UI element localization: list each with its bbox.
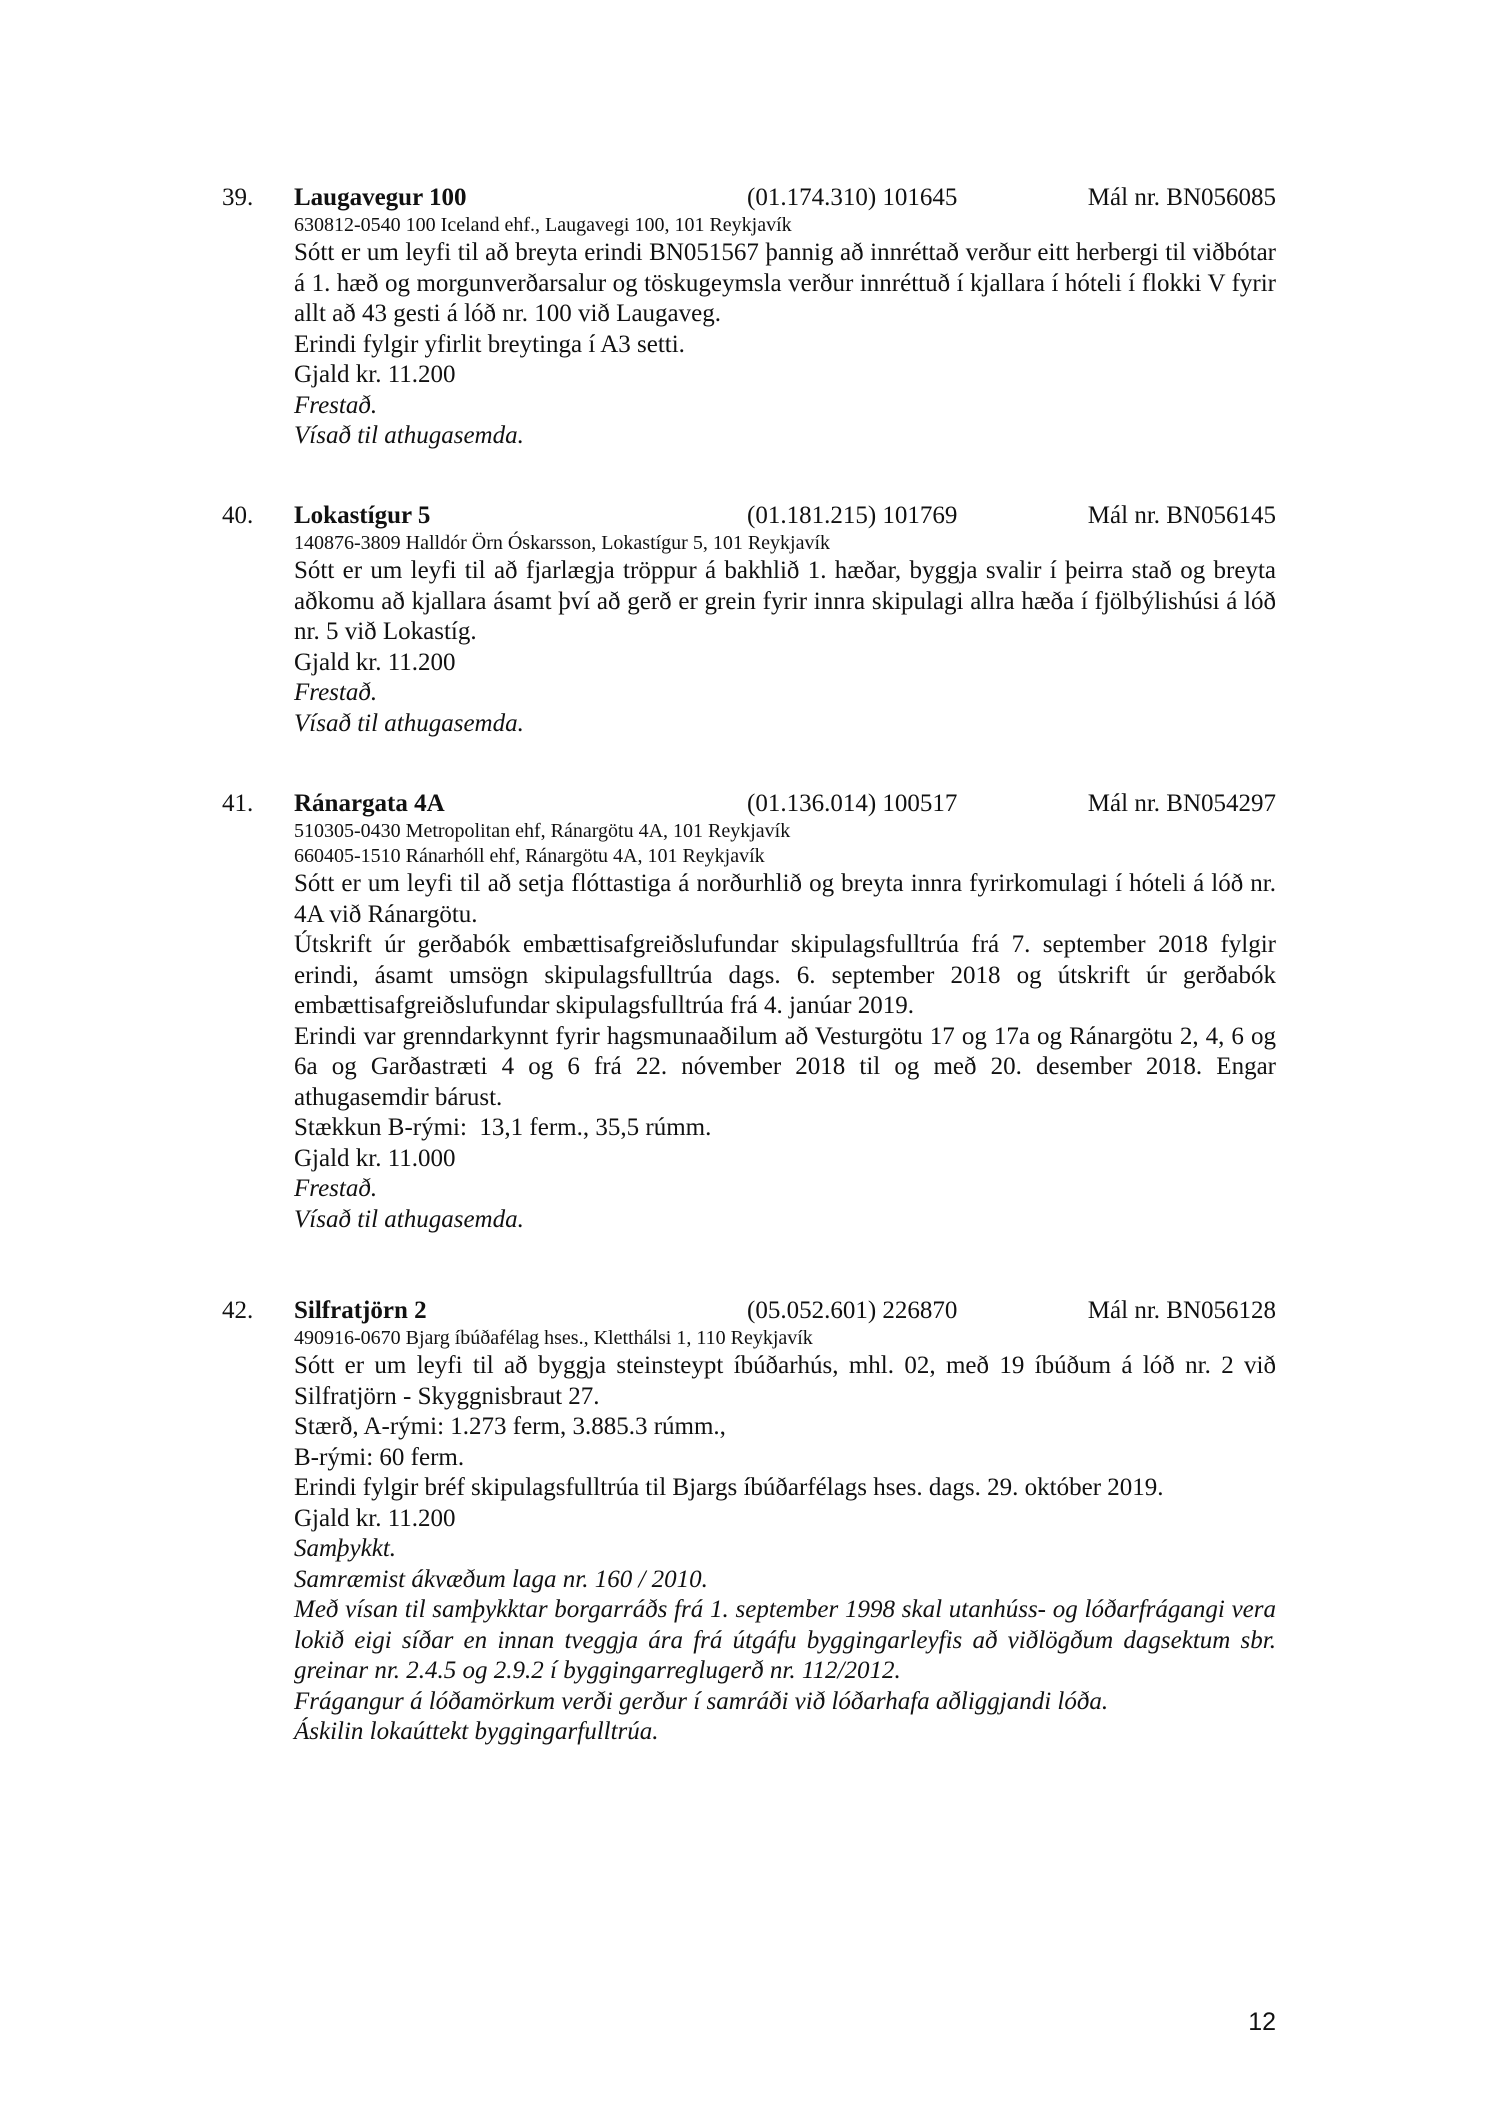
description-paragraph: Erindi fylgir yfirlit breytinga í A3 setti. [294,330,685,358]
applicant-line: 490916-0670 Bjarg íbúðafélag hses., Kletthálsi 1, 110 Reykjavík [294,1327,813,1349]
decision-line: Frestað. [294,1175,378,1202]
item-header [0,1296,1500,1326]
item-case-number: Mál nr. BN056145 [1087,502,1276,529]
description-paragraph: Sótt er um leyfi til að setja flóttastiga á norðurhlið og breyta innra fyrirkomulagi í hóteli á lóð nr. 4A við Ránargötu. [294,870,1276,928]
decision-line: Samþykkt. [294,1535,397,1562]
size-line: Stækkun B-rými: 13,1 ferm., 35,5 rúmm. [294,1114,712,1141]
fee-line: Gjald kr. 11.200 [294,1504,456,1532]
decision-line: Samræmist ákvæðum laga nr. 160 / 2010. [294,1565,708,1593]
item-number: 42. [222,1297,254,1324]
fee-line: Gjald kr. 11.200 [294,361,456,388]
item-header [0,789,1500,819]
item-case-number: Mál nr. BN056128 [1087,1297,1276,1324]
item-address: Laugavegur 100 [294,184,467,211]
page-number: 12 [1248,2008,1276,2036]
agenda-item [0,501,1500,739]
fee-line: Gjald kr. 11.200 [294,648,456,676]
item-header [0,501,1500,531]
item-body [294,213,1276,452]
item-lot-number: (01.181.215) 101769 [747,502,958,529]
decision-line: Vísað til athugasemda. [294,1205,524,1233]
size-line: B-rými: 60 ferm. [294,1443,465,1471]
decision-line: Áskilin lokaúttekt byggingarfulltrúa. [294,1718,659,1745]
description-paragraph: Útskrift úr gerðabók embættisafgreiðslufundar skipulagsfulltrúa frá 7. september 2018 fylgir erindi, ásamt umsögn skipulagsfulltrúa dags. 6. september 2018 og útskrift úr gerðabók embættisafgreiðslufundar skipulagsfulltrúa frá 4. janúar 2019. [294,931,1276,1019]
decision-line: Vísað til athugasemda. [294,422,524,449]
description-paragraph: Sótt er um leyfi til að byggja steinsteypt íbúðarhús, mhl. 02, með 19 íbúðum á lóð nr. 2 við Silfratjörn - Skyggnisbraut 27. [294,1352,1276,1410]
decision-line: Vísað til athugasemda. [294,709,524,737]
item-lot-number: (01.174.310) 101645 [747,184,958,211]
decision-line: Frestað. [294,679,378,706]
item-body [294,1326,1276,1748]
decision-line: Frestað. [294,391,378,419]
item-body [294,531,1276,739]
applicant-line: 630812-0540 100 Iceland ehf., Laugavegi 100, 101 Reykjavík [294,214,792,236]
item-header [0,183,1500,213]
applicant-line: 510305-0430 Metropolitan ehf, Ránargötu 4A, 101 Reykjavík [294,820,791,842]
applicant-line: 140876-3809 Halldór Örn Óskarsson, Lokastígur 5, 101 Reykjavík [294,532,831,554]
item-number: 41. [222,790,254,817]
item-address: Ránargata 4A [294,790,445,817]
decision-line: Með vísan til samþykktar borgarráðs frá 1. september 1998 skal utanhúss- og lóðarfrágangi vera lokið eigi síðar en innan tveggja ára frá útgáfu byggingarleyfis að viðlögðum dagsektum sbr. greinar nr. 2.4.5 og 2.9.2 í byggingarreglugerð nr. 112/2012. [294,1596,1276,1684]
agenda-item [0,183,1500,452]
agenda-item [0,1296,1500,1748]
agenda-item [0,789,1500,1235]
item-lot-number: (05.052.601) 226870 [747,1297,958,1324]
decision-line: Frágangur á lóðamörkum verði gerður í samráði við lóðarhafa aðliggjandi lóða. [294,1687,1109,1715]
item-body [294,819,1276,1235]
item-case-number: Mál nr. BN054297 [1087,790,1276,817]
item-number: 39. [222,184,254,211]
item-lot-number: (01.136.014) 100517 [747,790,958,817]
description-paragraph: Erindi var grenndarkynnt fyrir hagsmunaaðilum að Vesturgötu 17 og 17a og Ránargötu 2, 4, 6 og 6a og Garðastræti 4 og 6 frá 22. nóvember 2018 til og með 20. desember 2018. Engar athugasemdir bárust. [294,1022,1276,1111]
size-line: Stærð, A-rými: 1.273 ferm, 3.885.3 rúmm., [294,1413,726,1440]
fee-line: Gjald kr. 11.000 [294,1144,456,1172]
item-number: 40. [222,502,254,529]
description-paragraph: Sótt er um leyfi til að breyta erindi BN051567 þannig að innréttað verður eitt herbergi til viðbótar á 1. hæð og morgunverðarsalur og töskugeymsla verður innréttuð í kjallara í hóteli í flokki V fyrir allt að 43 gesti á lóð nr. 100 við Laugaveg. [294,239,1276,327]
item-address: Silfratjörn 2 [294,1297,427,1324]
description-paragraph: Sótt er um leyfi til að fjarlægja tröppur á bakhlið 1. hæðar, byggja svalir í þeirra stað og breyta aðkomu að kjallara ásamt því að gerð er grein fyrir innra skipulagi allra hæða í fjölbýlishúsi á lóð nr. 5 við Lokastíg. [294,557,1276,645]
applicant-line: 660405-1510 Ránarhóll ehf, Ránargötu 4A, 101 Reykjavík [294,845,765,867]
description-paragraph: Erindi fylgir bréf skipulagsfulltrúa til Bjargs íbúðarfélags hses. dags. 29. október 2019. [294,1474,1164,1501]
item-case-number: Mál nr. BN056085 [1087,184,1276,211]
item-address: Lokastígur 5 [294,502,431,529]
